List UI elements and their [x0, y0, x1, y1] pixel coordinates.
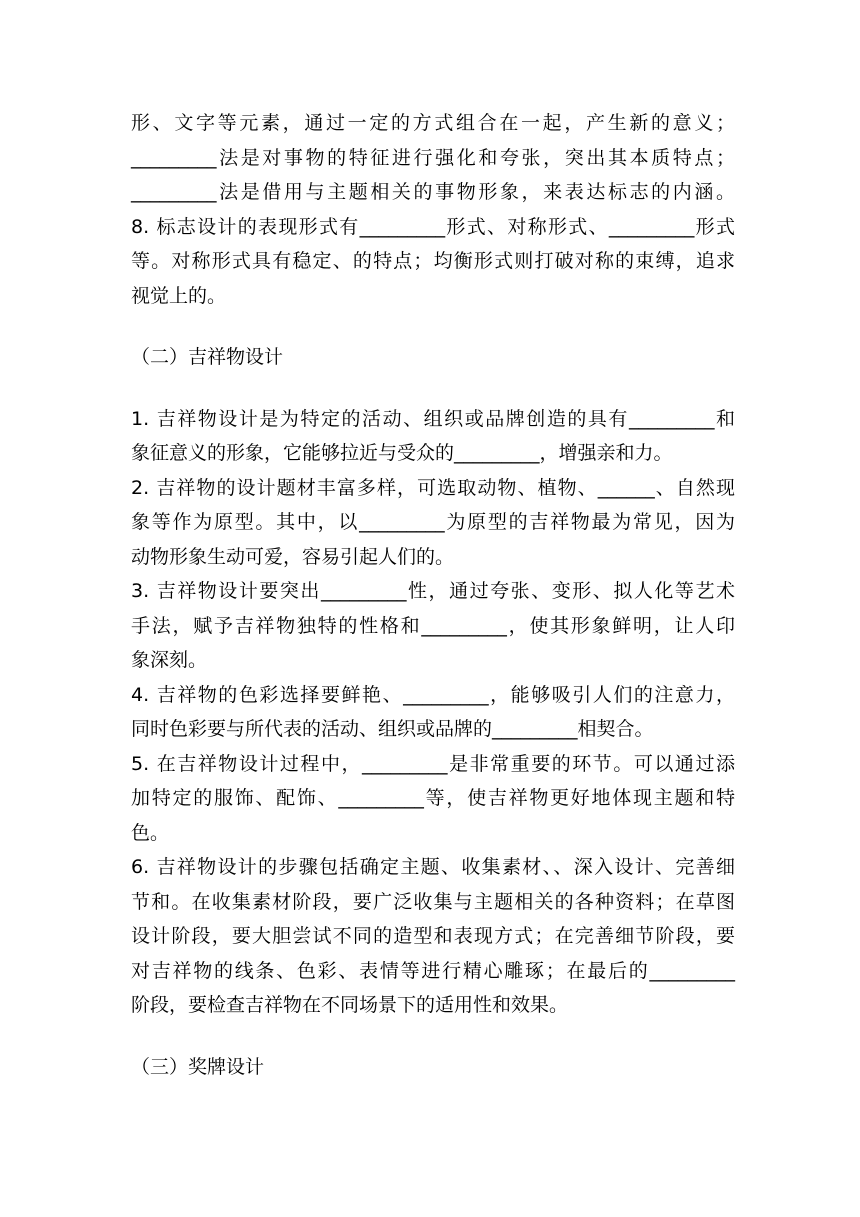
- text-line: 3. 吉祥物设计要突出_________性，通过夸张、变形、拟人化等艺术: [131, 580, 735, 602]
- text-line: 动物形象生动可爱，容易引起人们的。: [131, 545, 455, 568]
- section-heading-mascot: （二）吉祥物设计: [131, 346, 284, 368]
- text-line: 设计阶段，要大胆尝试不同的造型和表现方式；在完善细节阶段，要: [131, 925, 735, 947]
- text-line: 5. 在吉祥物设计过程中，_________是非常重要的环节。可以通过添: [131, 752, 735, 775]
- text-line: _________法是借用与主题相关的事物形象，来表达标志的内涵。: [131, 181, 735, 203]
- text-line: 等。对称形式具有稳定、的特点；均衡形式则打破对称的束缚，追求: [131, 250, 735, 272]
- text-line: 6. 吉祥物设计的步骤包括确定主题、收集素材、、深入设计、完善细: [131, 856, 735, 878]
- text-line: 象等作为原型。其中，以_________为原型的吉祥物最为常见，因为: [131, 511, 735, 533]
- text-line: 节和。在收集素材阶段，要广泛收集与主题相关的各种资料；在草图: [131, 890, 735, 913]
- text-line: 象深刻。: [131, 649, 208, 671]
- text-line: _________法是对事物的特征进行强化和夸张，突出其本质特点；: [131, 146, 735, 169]
- text-block-top: [131, 106, 735, 313]
- text-line: 同时色彩要与所代表的活动、组织或品牌的_________相契合。: [131, 718, 654, 740]
- document-page: [131, 106, 735, 1084]
- text-block-mascot: [131, 402, 735, 1023]
- text-line: 4. 吉祥物的色彩选择要鲜艳、_________，能够吸引人们的注意力，: [131, 683, 735, 706]
- text-line: 象征意义的形象，它能够拉近与受众的_________，增强亲和力。: [131, 442, 673, 464]
- text-line: 视觉上的。: [131, 284, 227, 307]
- text-line: 形、文字等元素，通过一定的方式组合在一起，产生新的意义；: [131, 112, 735, 134]
- section-heading-medal: （三）奖牌设计: [131, 1055, 265, 1078]
- text-line: 手法，赋予吉祥物独特的性格和_________，使其形象鲜明，让人印: [131, 614, 735, 637]
- text-line: 对吉祥物的线条、色彩、表情等进行精心雕琢；在最后的_________: [131, 959, 735, 982]
- text-line: 加特定的服饰、配饰、_________等，使吉祥物更好地体现主题和特: [131, 787, 735, 809]
- text-line: 1. 吉祥物设计是为特定的活动、组织或品牌创造的具有_________和: [131, 407, 735, 430]
- text-line: 2. 吉祥物的设计题材丰富多样，可选取动物、植物、______、自然现: [131, 476, 735, 499]
- text-line: 8. 标志设计的表现形式有_________形式、对称形式、_________形式: [131, 215, 735, 238]
- text-line: 色。: [131, 821, 170, 844]
- text-line: 阶段，要检查吉祥物在不同场景下的适用性和效果。: [131, 994, 569, 1016]
